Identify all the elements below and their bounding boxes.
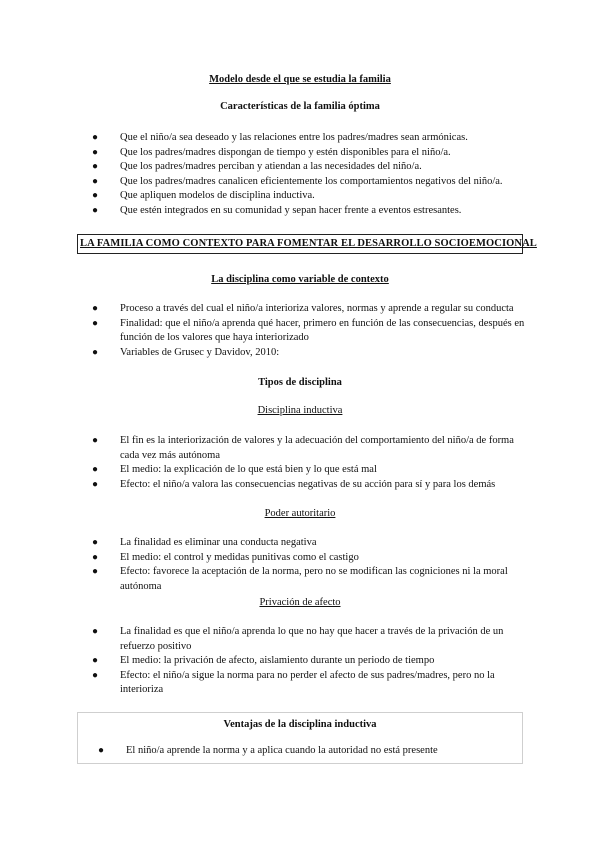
poder-heading: Poder autoritario [264, 508, 336, 519]
section-subtitle: Características de la familia óptima [220, 101, 380, 112]
list-item: ● Variables de Grusec y Davidov, 2010: [92, 346, 532, 361]
bullet-icon: ● [92, 132, 99, 143]
list-item: ● Proceso a través del cual el niño/a interioriza valores, normas y aprende a regular su conducta [92, 302, 532, 317]
bullet-icon: ● [98, 745, 105, 756]
list-item: ● El fin es la interiorización de valores y la adecuación del comportamiento del niño/a de forma cada vez más autónoma [92, 435, 514, 461]
list-item: ● Que los padres/madres dispongan de tiempo y estén disponibles para el niño/a. [92, 146, 532, 161]
list-item: ● El medio: la explicación de lo que está bien y lo que está mal [92, 463, 532, 478]
disciplina-heading: La disciplina como variable de contexto [211, 274, 389, 285]
poder-list [92, 536, 532, 594]
boxed-section-heading: LA FAMILIA COMO CONTEXTO PARA FOMENTAR EL DESARROLLO SOCIOEMOCIONAL [77, 234, 523, 254]
bullet-icon: ● [92, 537, 99, 548]
bullet-icon: ● [92, 655, 99, 666]
list-item: ● Finalidad: que el niño/a aprenda qué hacer, primero en función de las consecuencias, después en función de los valores que haya interiorizado [92, 317, 525, 343]
list-item: ● Efecto: favorece la aceptación de la norma, pero no se modifican las cogniciones ni la moral autónoma [92, 566, 508, 592]
bullet-icon: ● [92, 204, 99, 216]
list-item: ● El medio: el control y medidas punitivas como el castigo [92, 551, 532, 566]
familia-optima-list [92, 131, 532, 218]
bullet-icon: ● [92, 175, 99, 187]
list-item: ● Que los padres/madres canalicen eficientemente los comportamientos negativos del niño/a. [92, 175, 532, 190]
list-item: ● La finalidad es eliminar una conducta negativa [92, 536, 532, 551]
tipos-heading: Tipos de disciplina [258, 377, 342, 388]
bullet-icon: ● [92, 435, 99, 446]
bullet-icon: ● [92, 317, 99, 329]
privacion-heading: Privación de afecto [259, 597, 341, 608]
ventajas-list [98, 744, 518, 759]
ventajas-box [77, 712, 523, 764]
bullet-icon: ● [92, 190, 99, 201]
document-title: Modelo desde el que se estudia la familia [209, 74, 391, 85]
disciplina-list [92, 302, 532, 360]
inductiva-list [92, 434, 532, 492]
list-item: ● Que apliquen modelos de disciplina inductiva. [92, 189, 532, 204]
list-item: ● El medio: la privación de afecto, aislamiento durante un periodo de tiempo [92, 654, 532, 669]
bullet-icon: ● [92, 346, 99, 358]
list-item: ● El niño/a aprende la norma y a aplica cuando la autoridad no está presente [98, 744, 518, 759]
bullet-icon: ● [92, 303, 99, 314]
list-item: ● Efecto: el niño/a valora las consecuencias negativas de su acción para sí y para los demás [92, 478, 532, 493]
privacion-list [92, 625, 532, 698]
bullet-icon: ● [92, 161, 99, 172]
ventajas-heading: Ventajas de la disciplina inductiva [223, 719, 377, 730]
bullet-icon: ● [92, 464, 99, 475]
list-item: ● Que estén integrados en su comunidad y sepan hacer frente a eventos estresantes. [92, 204, 532, 219]
bullet-icon: ● [92, 626, 99, 637]
list-item: ● La finalidad es que el niño/a aprenda lo que no hay que hacer a través de la privación de un refuerzo positivo [92, 626, 504, 652]
list-item: ● Que el niño/a sea deseado y las relaciones entre los padres/madres sean armónicas. [92, 131, 532, 146]
bullet-icon: ● [92, 566, 99, 577]
bullet-icon: ● [92, 146, 99, 158]
list-item: ● Efecto: el niño/a sigue la norma para no perder el afecto de sus padres/madres, pero no la interioriza [92, 669, 495, 695]
bullet-icon: ● [92, 669, 99, 681]
list-item: ● Que los padres/madres perciban y atiendan a las necesidades del niño/a. [92, 160, 532, 175]
bullet-icon: ● [92, 478, 99, 490]
bullet-icon: ● [92, 551, 99, 563]
inductiva-heading: Disciplina inductiva [257, 405, 343, 416]
